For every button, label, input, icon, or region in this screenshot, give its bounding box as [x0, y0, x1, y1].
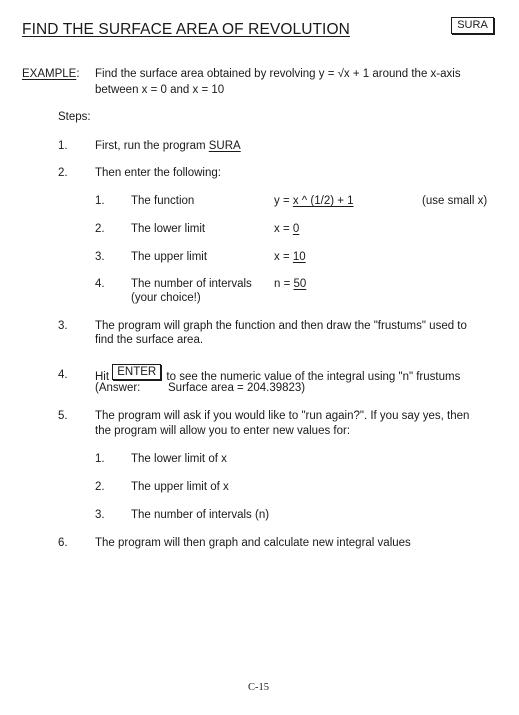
input-item-number: 2.: [95, 223, 105, 235]
input-lhs: y =: [274, 195, 293, 207]
step-1-number: 1.: [58, 140, 68, 152]
upper-limit-value: 10: [292, 251, 306, 263]
intervals-value: 50: [293, 278, 307, 290]
input-item-note: (use small x): [422, 195, 488, 207]
input-item-value: [274, 195, 354, 207]
example-colon: :: [76, 68, 80, 80]
input-item-label: The upper limit: [131, 251, 208, 263]
step-4-pre: Hit: [95, 371, 113, 383]
input-item-value: [274, 278, 306, 290]
step-1-text: [95, 140, 241, 152]
step-3-line-2: find the surface area.: [95, 334, 204, 346]
input-item-value: [274, 223, 299, 235]
page-number: C-15: [248, 682, 269, 693]
input-item-label: The number of intervals: [131, 278, 252, 290]
program-badge: SURA: [451, 17, 494, 34]
input-item-number: 4.: [95, 278, 105, 290]
input-item-number: 1.: [95, 195, 105, 207]
example-line-2: between x = 0 and x = 10: [95, 84, 225, 96]
rerun-item-number: 1.: [95, 453, 105, 465]
input-item-label: The lower limit: [131, 223, 206, 235]
step-6-text: The program will then graph and calculate new integral values: [95, 537, 411, 549]
rerun-item-number: 2.: [95, 481, 105, 493]
answer-value: Surface area = 204.39823): [168, 382, 306, 394]
input-lhs: n =: [274, 278, 294, 290]
step-5-line-2: the program will allow you to enter new values for:: [95, 425, 351, 437]
input-item-label: The function: [131, 195, 195, 207]
step-5-line-1: The program will ask if you would like to "run again?". If you say yes, then: [95, 410, 470, 422]
rerun-item-label: The number of intervals (n): [131, 509, 270, 521]
step-4-number: 4.: [58, 369, 68, 381]
enter-key: ENTER: [112, 364, 161, 380]
rerun-item-label: The lower limit of x: [131, 453, 227, 465]
example-label-group: [22, 68, 80, 80]
step-3-line-1: The program will graph the function and then draw the "frustums" used to: [95, 320, 467, 332]
step-2-number: 2.: [58, 167, 68, 179]
answer-label: (Answer:: [95, 382, 141, 394]
step-3-number: 3.: [58, 320, 68, 332]
input-lhs: x =: [274, 223, 293, 235]
input-item-value: [274, 251, 306, 263]
lower-limit-value: 0: [292, 223, 300, 235]
page-title: FIND THE SURFACE AREA OF REVOLUTION: [22, 21, 350, 38]
step-2-text: Then enter the following:: [95, 167, 221, 179]
step-6-number: 6.: [58, 537, 68, 549]
step-1-program-name: SURA: [208, 140, 241, 152]
input-item-number: 3.: [95, 251, 105, 263]
rerun-item-number: 3.: [95, 509, 105, 521]
example-line-1: Find the surface area obtained by revolving y = √x + 1 around the x-axis: [95, 68, 461, 80]
input-item-label-note: (your choice!): [131, 292, 201, 304]
rerun-item-label: The upper limit of x: [131, 481, 229, 493]
step-4-post: to see the numeric value of the integral using "n" frustums: [163, 371, 461, 383]
step-1-label: First, run the program: [95, 140, 209, 152]
function-value: x ^ (1/2) + 1: [292, 195, 354, 207]
steps-heading: Steps:: [58, 111, 91, 123]
example-label: EXAMPLE: [22, 68, 77, 80]
input-lhs: x =: [274, 251, 293, 263]
step-5-number: 5.: [58, 410, 68, 422]
